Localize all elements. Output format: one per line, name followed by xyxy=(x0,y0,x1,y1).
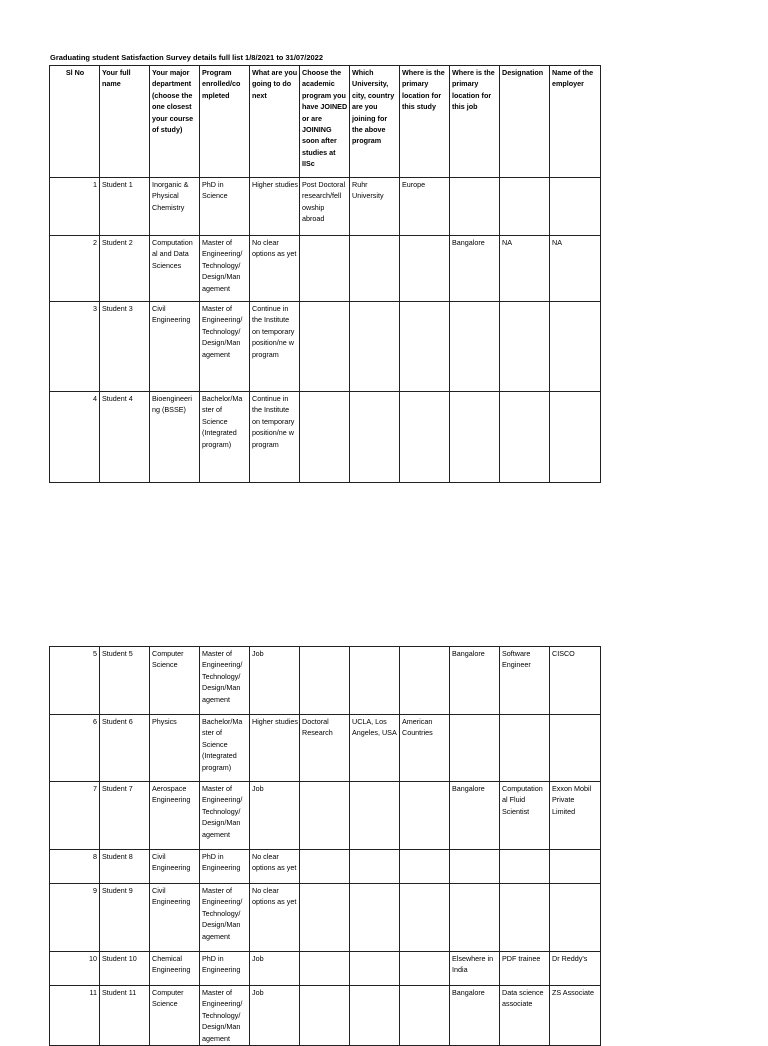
table-cell: Bachelor/Ma ster of Science (Integrated program) xyxy=(200,392,250,483)
table-cell: Job xyxy=(250,647,300,715)
serial-number-cell: 11 xyxy=(50,986,100,1046)
table-row xyxy=(50,986,601,1046)
table-cell xyxy=(500,884,550,952)
table-cell xyxy=(350,392,400,483)
table-cell: PhD in Science xyxy=(200,178,250,236)
table-cell: No clear options as yet xyxy=(250,884,300,952)
header-cell: Choose the academic program you have JOINED or are JOINING soon after studies at IISc xyxy=(300,66,350,178)
table-cell: Bangalore xyxy=(450,647,500,715)
table-cell: Master of Engineering/ Technology/ Design/Man agement xyxy=(200,986,250,1046)
table-row xyxy=(50,782,601,850)
table-cell xyxy=(500,392,550,483)
table-cell xyxy=(400,236,450,302)
table-cell: Master of Engineering/ Technology/ Design/Man agement xyxy=(200,782,250,850)
table-row xyxy=(50,236,601,302)
table-cell xyxy=(350,236,400,302)
table-cell: Student 7 xyxy=(100,782,150,850)
table-cell: Higher studies xyxy=(250,715,300,782)
table-cell xyxy=(300,647,350,715)
table-cell: Computation al Fluid Scientist xyxy=(500,782,550,850)
table-cell: Elsewhere in India xyxy=(450,952,500,986)
header-cell: Sl No xyxy=(50,66,100,178)
table-cell: Student 11 xyxy=(100,986,150,1046)
table-cell xyxy=(550,715,601,782)
table-cell: American Countries xyxy=(400,715,450,782)
survey-table-page-1 xyxy=(49,65,601,483)
table-cell: Higher studies xyxy=(250,178,300,236)
table-cell xyxy=(400,302,450,392)
table-cell xyxy=(350,952,400,986)
table-cell xyxy=(350,986,400,1046)
table-cell: Continue in the Institute on temporary position/ne w program xyxy=(250,302,300,392)
header-cell: Designation xyxy=(500,66,550,178)
header-cell: Your full name xyxy=(100,66,150,178)
table-cell: Student 2 xyxy=(100,236,150,302)
table-cell: Student 3 xyxy=(100,302,150,392)
table-cell xyxy=(550,392,601,483)
table-row xyxy=(50,952,601,986)
survey-table-page-2 xyxy=(49,646,601,1046)
table-cell: Computer Science xyxy=(150,986,200,1046)
header-row xyxy=(50,66,601,178)
table-row xyxy=(50,392,601,483)
table-cell: Europe xyxy=(400,178,450,236)
table-cell: PDF trainee xyxy=(500,952,550,986)
table-row xyxy=(50,178,601,236)
table-cell: No clear options as yet xyxy=(250,236,300,302)
table-row xyxy=(50,647,601,715)
table-cell: Master of Engineering/ Technology/ Design/Man agement xyxy=(200,302,250,392)
table-cell: ZS Associate xyxy=(550,986,601,1046)
serial-number-cell: 10 xyxy=(50,952,100,986)
table-row xyxy=(50,715,601,782)
table-cell: Job xyxy=(250,952,300,986)
table-cell: Computation al and Data Sciences xyxy=(150,236,200,302)
table-cell xyxy=(350,647,400,715)
serial-number-cell: 8 xyxy=(50,850,100,884)
table-cell: Bachelor/Ma ster of Science (Integrated program) xyxy=(200,715,250,782)
table-cell: NA xyxy=(500,236,550,302)
table-cell xyxy=(400,884,450,952)
table-cell: Chemical Engineering xyxy=(150,952,200,986)
table-cell: Bioengineeri ng (BSSE) xyxy=(150,392,200,483)
table-cell xyxy=(450,302,500,392)
table-cell: Student 6 xyxy=(100,715,150,782)
table-cell xyxy=(350,884,400,952)
serial-number-cell: 4 xyxy=(50,392,100,483)
table-cell: PhD in Engineering xyxy=(200,952,250,986)
table-cell: Student 10 xyxy=(100,952,150,986)
table-cell: Data science associate xyxy=(500,986,550,1046)
table-cell: Bangalore xyxy=(450,782,500,850)
table-cell xyxy=(350,302,400,392)
table-cell: CISCO xyxy=(550,647,601,715)
table-cell xyxy=(300,986,350,1046)
table-cell: Doctoral Research xyxy=(300,715,350,782)
serial-number-cell: 1 xyxy=(50,178,100,236)
table-cell: Ruhr University xyxy=(350,178,400,236)
table-cell xyxy=(500,178,550,236)
serial-number-cell: 5 xyxy=(50,647,100,715)
table-cell xyxy=(550,178,601,236)
table-row xyxy=(50,850,601,884)
table-cell xyxy=(500,850,550,884)
table-cell xyxy=(450,850,500,884)
header-cell: Where is the primary location for this job xyxy=(450,66,500,178)
table-cell: Student 1 xyxy=(100,178,150,236)
table-cell xyxy=(400,392,450,483)
table-cell: Master of Engineering/ Technology/ Design/Man agement xyxy=(200,647,250,715)
table-cell: Job xyxy=(250,986,300,1046)
table-cell: Bangalore xyxy=(450,236,500,302)
header-cell: What are you going to do next xyxy=(250,66,300,178)
table-cell: No clear options as yet xyxy=(250,850,300,884)
table-cell: Student 9 xyxy=(100,884,150,952)
table-cell: Civil Engineering xyxy=(150,302,200,392)
table-cell xyxy=(500,715,550,782)
table-cell xyxy=(300,236,350,302)
serial-number-cell: 6 xyxy=(50,715,100,782)
table-cell xyxy=(300,782,350,850)
sheet-title: Graduating student Satisfaction Survey details full list 1/8/2021 to 31/07/2022 xyxy=(50,53,324,62)
table-cell xyxy=(550,302,601,392)
table-cell: Master of Engineering/ Technology/ Design/Man agement xyxy=(200,884,250,952)
table-cell xyxy=(400,647,450,715)
table-cell: Computer Science xyxy=(150,647,200,715)
header-cell: Where is the primary location for this study xyxy=(400,66,450,178)
table-cell xyxy=(450,715,500,782)
table-cell xyxy=(500,302,550,392)
table-cell xyxy=(300,884,350,952)
table-cell: Job xyxy=(250,782,300,850)
table-cell: Student 8 xyxy=(100,850,150,884)
header-cell: Program enrolled/co mpleted xyxy=(200,66,250,178)
table-row xyxy=(50,884,601,952)
serial-number-cell: 9 xyxy=(50,884,100,952)
table-cell: Exxon Mobil Private Limited xyxy=(550,782,601,850)
table-cell xyxy=(400,850,450,884)
table-cell xyxy=(300,850,350,884)
serial-number-cell: 2 xyxy=(50,236,100,302)
table-cell: Student 5 xyxy=(100,647,150,715)
table-cell xyxy=(400,782,450,850)
table-cell: Inorganic & Physical Chemistry xyxy=(150,178,200,236)
table-cell xyxy=(450,178,500,236)
serial-number-cell: 3 xyxy=(50,302,100,392)
table-cell xyxy=(400,952,450,986)
header-cell: Which University, city, country are you joining for the above program xyxy=(350,66,400,178)
table-cell xyxy=(350,782,400,850)
table-cell xyxy=(300,302,350,392)
table-cell xyxy=(450,392,500,483)
table-cell: Student 4 xyxy=(100,392,150,483)
table-cell: Civil Engineering xyxy=(150,884,200,952)
table-cell: PhD in Engineering xyxy=(200,850,250,884)
table-cell: Continue in the Institute on temporary position/ne w program xyxy=(250,392,300,483)
header-cell: Your major department (choose the one closest your course of study) xyxy=(150,66,200,178)
header-cell: Name of the employer xyxy=(550,66,601,178)
serial-number-cell: 7 xyxy=(50,782,100,850)
table-cell xyxy=(400,986,450,1046)
table-cell: Civil Engineering xyxy=(150,850,200,884)
table-cell: Bangalore xyxy=(450,986,500,1046)
table-cell: Physics xyxy=(150,715,200,782)
table-cell xyxy=(450,884,500,952)
table-cell xyxy=(300,392,350,483)
table-cell: Post Doctoral research/fell owship abroad xyxy=(300,178,350,236)
table-cell xyxy=(300,952,350,986)
table-row xyxy=(50,302,601,392)
table-cell xyxy=(550,850,601,884)
table-cell xyxy=(550,884,601,952)
table-cell: Software Engineer xyxy=(500,647,550,715)
table-cell: Aerospace Engineering xyxy=(150,782,200,850)
table-cell xyxy=(350,850,400,884)
table-cell: NA xyxy=(550,236,601,302)
table-cell: Dr Reddy's xyxy=(550,952,601,986)
table-cell: Master of Engineering/ Technology/ Design/Man agement xyxy=(200,236,250,302)
table-cell: UCLA, Los Angeles, USA xyxy=(350,715,400,782)
